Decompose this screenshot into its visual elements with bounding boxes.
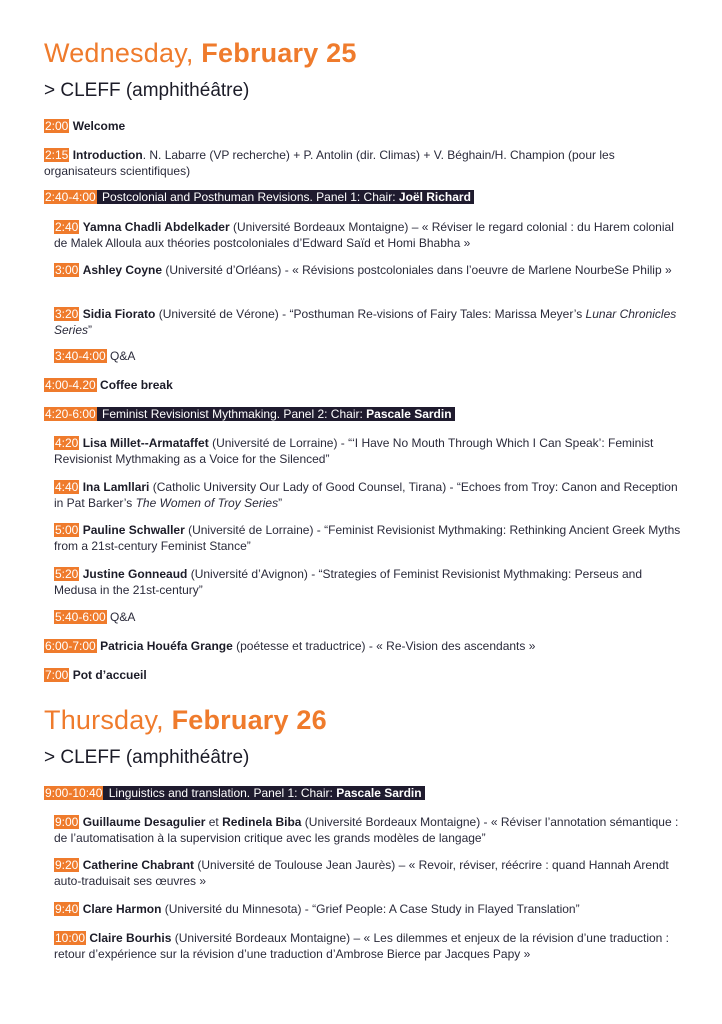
time-badge: 9:40 <box>55 902 79 916</box>
entry-details: (Université du Minnesota) - “Grief People: A Case Study in Flayed Translation” <box>161 902 580 916</box>
time-badge: 10:00 <box>55 931 86 945</box>
session-header <box>44 785 684 801</box>
program-entry <box>54 609 684 625</box>
time-badge: 3:00 <box>55 263 79 277</box>
entry-details: (Université Bordeaux Montaigne) - « Réviser l’annotation sémantique : de l’automatisation à la supervision critique avec les grands modèles de langage” <box>54 815 679 845</box>
session-label: Postcolonial and Posthuman Revisions. Panel 1: Chair: <box>98 190 399 204</box>
entry-details: (Université de Vérone) - “Posthuman Re-visions of Fairy Tales: Marissa Meyer’s <box>155 307 586 321</box>
program-entry <box>44 638 684 654</box>
entry-details: (Université Bordeaux Montaigne) – « Les dilemmes et enjeux de la révision d’une traduction : retour d’expérience sur la révision d’une traduction d’Ambrose Bierce par Jacques Papy » <box>54 931 670 961</box>
time-badge: 2:40-4:00 <box>45 190 96 204</box>
speaker-name: Pauline Schwaller <box>82 523 185 537</box>
entry-details: Q&A <box>106 610 136 624</box>
time-badge: 5:40-6:00 <box>55 610 106 624</box>
time-badge: 5:00 <box>55 523 79 537</box>
time-badge: 9:20 <box>55 858 79 872</box>
speaker-name: Ina Lamllari <box>82 480 150 494</box>
entry-connector: et <box>205 815 223 829</box>
session-header <box>44 189 684 205</box>
program-entry <box>54 348 684 364</box>
day-heading-thursday: Thursday, February 26 <box>44 705 327 735</box>
entry-title: Pot d’accueil <box>72 668 147 682</box>
time-badge: 7:00 <box>45 668 69 682</box>
entry-details: (Université de Lorraine) - “‘I Have No Mouth Through Which I Can Speak’: Feminist Revisionist Mythmaking as a Voice for the Silenced” <box>54 436 654 466</box>
speaker-name: Clare Harmon <box>82 902 162 916</box>
time-badge: 4:40 <box>55 480 79 494</box>
session-title <box>97 407 455 421</box>
entry-italic-title: Lunar Chronicles Series <box>54 307 677 337</box>
program-entry <box>54 306 684 338</box>
speaker-name: Yamna Chadli Abdelkader <box>82 220 230 234</box>
program-entry <box>54 219 684 251</box>
time-badge: 4:20-6:00 <box>45 407 96 421</box>
speaker-name: Claire Bourhis <box>89 931 172 945</box>
speaker-name: Ashley Coyne <box>82 263 163 277</box>
entry-details: (Université de Toulouse Jean Jaurès) – « Revoir, réviser, réécrire : quand Hannah Arendt auto-traduisait ses œuvres » <box>54 858 669 888</box>
program-entry <box>44 667 684 683</box>
time-badge: 4:00-4.20 <box>45 378 96 392</box>
entry-details: (Université d’Orléans) - « Révisions postcoloniales dans l’oeuvre de Marlene NourbeSe Philip » <box>162 263 672 277</box>
entry-details: (Université de Lorraine) - “Feminist Revisionist Mythmaking: Rethinking Ancient Greek Myths from a 21st-century Feminist Stance” <box>54 523 681 553</box>
session-label: Feminist Revisionist Mythmaking. Panel 2: Chair: <box>98 407 367 421</box>
entry-details-tail: ” <box>278 496 283 510</box>
entry-details: (poétesse et traductrice) - « Re-Vision des ascendants » <box>232 639 536 653</box>
program-entry <box>54 479 684 511</box>
session-title <box>103 786 424 800</box>
time-badge: 6:00-7:00 <box>45 639 96 653</box>
session-chair: Joël Richard <box>398 190 471 204</box>
entry-title: Welcome <box>72 119 126 133</box>
speaker-name: Catherine Chabrant <box>82 858 195 872</box>
time-badge: 2:15 <box>45 148 69 162</box>
session-chair: Pascale Sardin <box>336 786 422 800</box>
time-badge: 2:40 <box>55 220 79 234</box>
program-entry <box>44 147 684 179</box>
time-badge: 3:40-4:00 <box>55 349 106 363</box>
program-entry <box>54 814 684 846</box>
time-badge: 9:00 <box>55 815 79 829</box>
entry-details: . N. Labarre (VP recherche) + P. Antolin (dir. Climas) + V. Béghain/H. Champion (pour les organisateurs scientifiques) <box>44 148 615 178</box>
program-entry <box>54 901 684 917</box>
program-entry <box>54 566 684 598</box>
entry-title: Introduction <box>72 148 143 162</box>
speaker-name: Lisa Millet--Armataffet <box>82 436 209 450</box>
program-entry <box>54 262 684 278</box>
time-badge: 3:20 <box>55 307 79 321</box>
time-badge: 2:00 <box>45 119 69 133</box>
speaker-name: Patricia Houéfa Grange <box>100 639 233 653</box>
venue-line: > CLEFF (amphithéâtre) <box>44 747 250 768</box>
program-entry <box>54 930 684 962</box>
entry-details: Q&A <box>106 349 136 363</box>
time-badge: 4:20 <box>55 436 79 450</box>
program-entry <box>44 377 684 393</box>
speaker-name: Guillaume Desagulier <box>82 815 206 829</box>
time-badge: 9:00-10:40 <box>45 786 103 800</box>
venue-line: > CLEFF (amphithéâtre) <box>44 80 250 101</box>
speaker-name: Redinela Biba <box>222 815 302 829</box>
entry-details: (Catholic University Our Lady of Good Counsel, Tirana) - “Echoes from Troy: Canon and Reception in Pat Barker’s <box>54 480 678 510</box>
session-label: Linguistics and translation. Panel 1: Chair: <box>105 786 337 800</box>
day-heading-wednesday: Wednesday, February 25 <box>44 38 357 68</box>
program-entry <box>54 435 684 467</box>
program-entry <box>54 522 684 554</box>
program-entry <box>54 857 684 889</box>
speaker-name: Justine Gonneaud <box>82 567 188 581</box>
entry-italic-title: The Women of Troy Series <box>135 496 279 510</box>
time-badge: 5:20 <box>55 567 79 581</box>
session-header <box>44 406 684 422</box>
entry-title: Coffee break <box>96 378 173 392</box>
session-chair: Pascale Sardin <box>366 407 452 421</box>
program-entry <box>44 118 684 134</box>
speaker-name: Sidia Fiorato <box>82 307 156 321</box>
entry-details-tail: ” <box>88 323 93 337</box>
entry-details: (Université d’Avignon) - “Strategies of Feminist Revisionist Mythmaking: Perseus and Medusa in the 21st-century” <box>54 567 643 597</box>
entry-details: (Université Bordeaux Montaigne) – « Réviser le regard colonial : du Harem colonial de Malek Alloula aux théories postcoloniales d’Edward Saïd et Homi Bhabha » <box>54 220 674 250</box>
session-title <box>97 190 474 204</box>
